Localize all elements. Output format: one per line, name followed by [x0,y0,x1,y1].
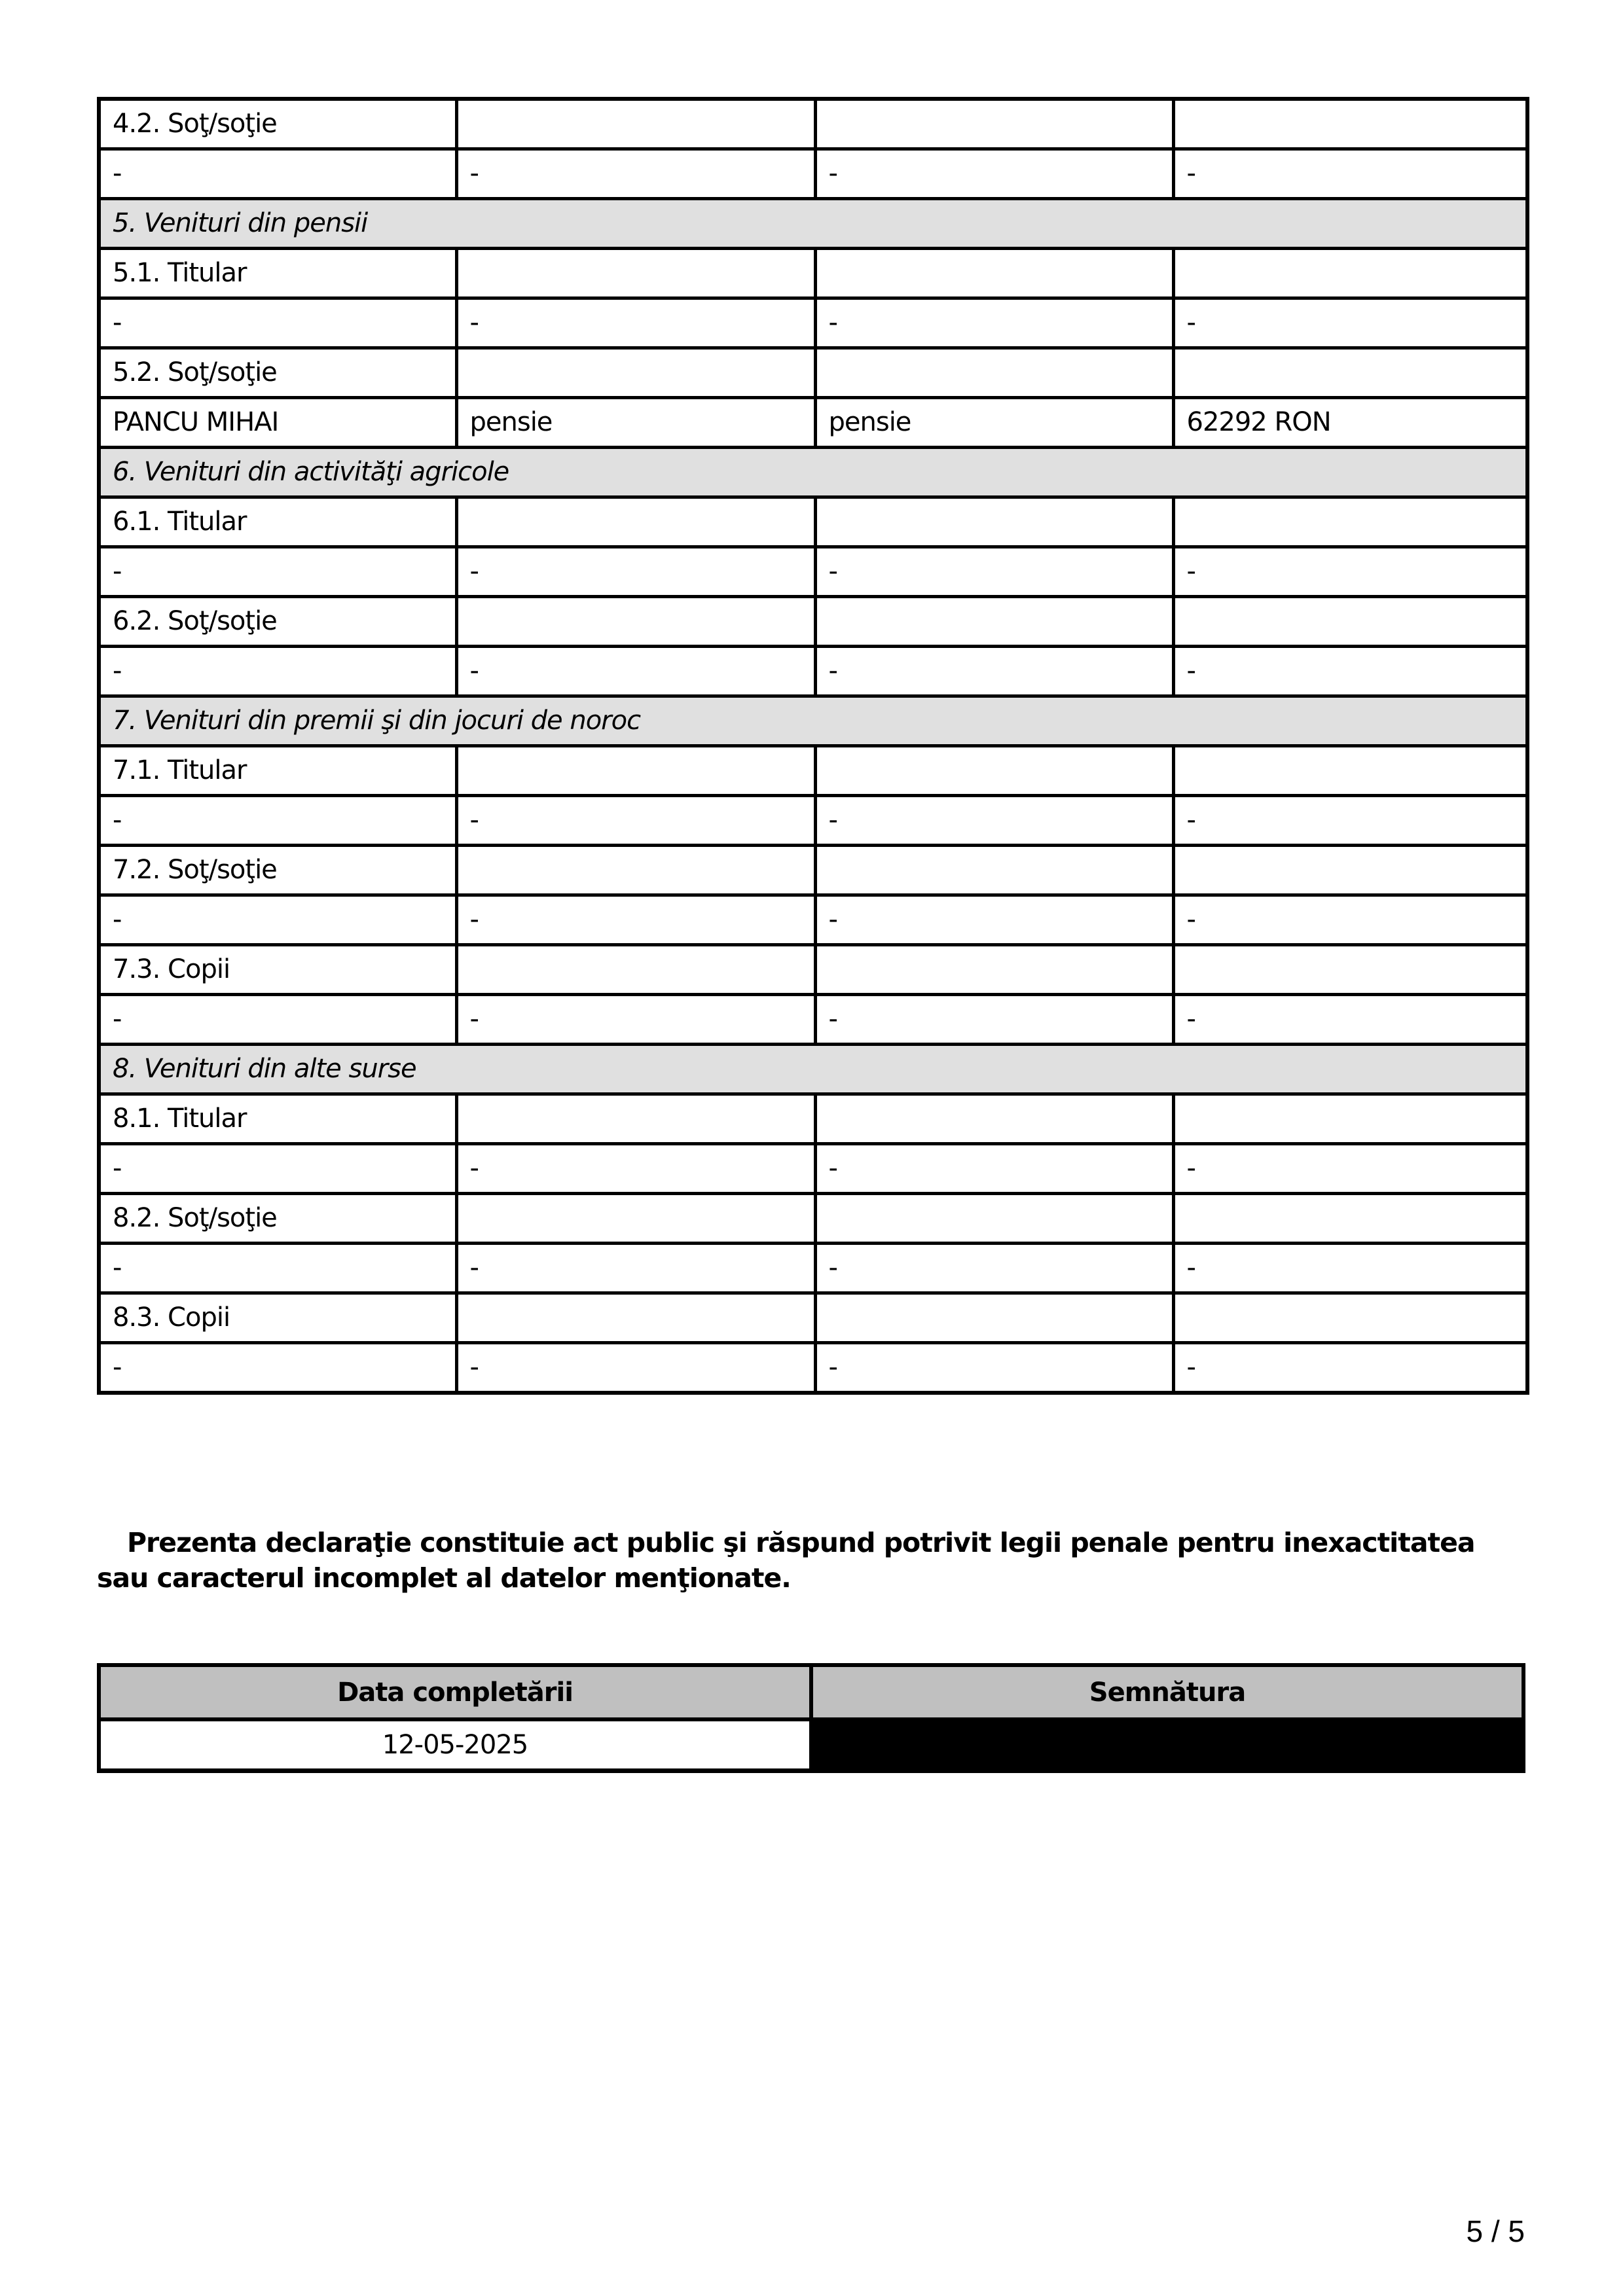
service-cell [815,597,1173,647]
income-source-cell: - [456,647,815,696]
annual-income-cell: - [1173,547,1527,597]
source-cell: - [99,895,456,945]
income-table-body [99,99,1527,1393]
income-source-cell [456,249,815,298]
section-header-row [99,696,1527,746]
table-row [99,796,1527,846]
annual-income-cell: - [1173,1343,1527,1393]
income-source-cell: pensie [456,398,815,448]
signature-table-bottom-rule [97,1770,1525,1773]
subsection-label: 8.3. Copii [99,1293,456,1343]
income-source-cell [456,1194,815,1244]
service-cell [815,1194,1173,1244]
section-header-row [99,448,1527,497]
income-source-cell: - [456,1244,815,1293]
income-table [97,97,1529,1395]
income-source-cell [456,945,815,995]
source-cell: - [99,995,456,1045]
annual-income-cell: - [1173,1144,1527,1194]
service-cell [815,249,1173,298]
service-cell [815,1094,1173,1144]
declaration-statement [97,1525,1525,1596]
section-header-row [99,1045,1527,1094]
subsection-row [99,1094,1527,1144]
section-title: 5. Venituri din pensii [99,199,1527,249]
income-source-cell [456,597,815,647]
annual-income-cell: - [1173,647,1527,696]
service-cell: - [815,1144,1173,1194]
annual-income-cell: 62292 RON [1173,398,1527,448]
annual-income-cell [1173,1094,1527,1144]
service-cell: - [815,1343,1173,1393]
source-cell: - [99,796,456,846]
date-header: Data completării [99,1665,811,1719]
subsection-row [99,1293,1527,1343]
subsection-label: 7.2. Soţ/soţie [99,846,456,895]
income-source-cell [456,348,815,398]
subsection-row [99,746,1527,796]
annual-income-cell [1173,746,1527,796]
subsection-row [99,348,1527,398]
signature-data-row [99,1719,1523,1770]
annual-income-cell [1173,348,1527,398]
table-row [99,995,1527,1045]
page-number: 5 / 5 [1466,2214,1525,2248]
subsection-label: 7.1. Titular [99,746,456,796]
income-source-cell [456,1293,815,1343]
service-cell: - [815,547,1173,597]
subsection-row [99,99,1527,149]
annual-income-cell: - [1173,895,1527,945]
annual-income-cell [1173,497,1527,547]
subsection-label: 6.1. Titular [99,497,456,547]
annual-income-cell [1173,249,1527,298]
annual-income-cell: - [1173,149,1527,199]
service-cell [815,348,1173,398]
service-cell: - [815,995,1173,1045]
source-cell: PANCU MIHAI [99,398,456,448]
annual-income-cell [1173,99,1527,149]
table-row [99,1343,1527,1393]
table-row [99,895,1527,945]
service-cell: - [815,298,1173,348]
declaration-text: Prezenta declaraţie constituie act public şi răspund potrivit legii penale pentru inexactitatea sau caracterul incomplet al datelor menţionate. [97,1527,1475,1594]
subsection-label: 8.1. Titular [99,1094,456,1144]
annual-income-cell [1173,846,1527,895]
income-source-cell [456,846,815,895]
source-cell: - [99,1144,456,1194]
service-cell: - [815,895,1173,945]
service-cell [815,1293,1173,1343]
signature-header-row [99,1665,1523,1719]
annual-income-cell [1173,597,1527,647]
income-source-cell [456,1094,815,1144]
income-source-cell [456,746,815,796]
subsection-label: 4.2. Soţ/soţie [99,99,456,149]
annual-income-cell: - [1173,995,1527,1045]
subsection-label: 6.2. Soţ/soţie [99,597,456,647]
source-cell: - [99,1343,456,1393]
section-title: 8. Venituri din alte surse [99,1045,1527,1094]
table-row [99,398,1527,448]
source-cell: - [99,149,456,199]
service-cell: - [815,149,1173,199]
annual-income-cell: - [1173,1244,1527,1293]
income-source-cell [456,497,815,547]
income-source-cell: - [456,796,815,846]
subsection-label: 7.3. Copii [99,945,456,995]
annual-income-cell [1173,1293,1527,1343]
service-cell [815,846,1173,895]
subsection-row [99,597,1527,647]
income-source-cell: - [456,298,815,348]
income-source-cell: - [456,1343,815,1393]
section-title: 6. Venituri din activităţi agricole [99,448,1527,497]
subsection-row [99,1194,1527,1244]
annual-income-cell [1173,1194,1527,1244]
income-source-cell: - [456,149,815,199]
service-cell: - [815,796,1173,846]
section-header-row [99,199,1527,249]
service-cell [815,497,1173,547]
income-source-cell: - [456,895,815,945]
table-row [99,149,1527,199]
annual-income-cell: - [1173,796,1527,846]
annual-income-cell [1173,945,1527,995]
income-source-cell: - [456,995,815,1045]
signature-header: Semnătura [811,1665,1523,1719]
subsection-label: 8.2. Soţ/soţie [99,1194,456,1244]
annual-income-cell: - [1173,298,1527,348]
subsection-label: 5.1. Titular [99,249,456,298]
subsection-row [99,846,1527,895]
table-row [99,647,1527,696]
source-cell: - [99,298,456,348]
table-row [99,1244,1527,1293]
subsection-label: 5.2. Soţ/soţie [99,348,456,398]
subsection-row [99,497,1527,547]
table-row [99,298,1527,348]
table-row [99,1144,1527,1194]
signature-redacted [811,1719,1523,1770]
service-cell: pensie [815,398,1173,448]
service-cell [815,99,1173,149]
table-row [99,547,1527,597]
source-cell: - [99,547,456,597]
service-cell [815,746,1173,796]
completion-date: 12-05-2025 [99,1719,811,1770]
service-cell: - [815,1244,1173,1293]
section-title: 7. Venituri din premii şi din jocuri de noroc [99,696,1527,746]
service-cell: - [815,647,1173,696]
income-source-cell: - [456,1144,815,1194]
source-cell: - [99,647,456,696]
income-source-cell: - [456,547,815,597]
subsection-row [99,945,1527,995]
source-cell: - [99,1244,456,1293]
signature-table [97,1663,1525,1772]
service-cell [815,945,1173,995]
income-source-cell [456,99,815,149]
subsection-row [99,249,1527,298]
